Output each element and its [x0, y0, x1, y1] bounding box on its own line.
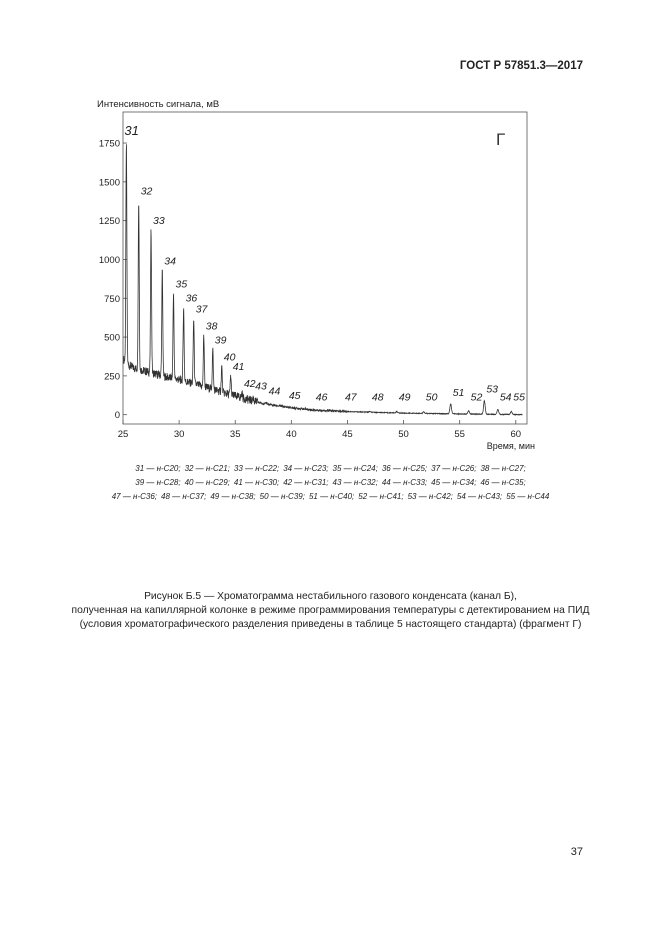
legend-item: 37 — н-С26; — [431, 464, 477, 473]
legend-item: 47 — н-С36; — [111, 492, 158, 501]
legend-item: 38 — н-С27; — [480, 464, 526, 473]
plot-frame — [123, 112, 527, 424]
y-tick-label: 1500 — [98, 177, 120, 189]
caption-line-3: (условия хроматографического разделения приведены в таблице 5 настоящего стандарта) (фрагмент Г) — [79, 619, 582, 630]
peak-label: 47 — [344, 391, 357, 404]
peak-label: 48 — [371, 391, 384, 404]
peak-label: 33 — [153, 214, 165, 227]
x-tick-label: 50 — [398, 429, 409, 440]
peak-label: 53 — [486, 383, 499, 396]
figure-caption — [40, 590, 621, 632]
legend-item: 45 — н-С34; — [431, 478, 477, 487]
legend-item: 54 — н-С43; — [456, 492, 503, 501]
y-tick-label: 0 — [114, 410, 120, 422]
peak-label: 40 — [223, 351, 236, 364]
peak-label: 54 — [499, 391, 512, 404]
peak-label: 50 — [425, 391, 438, 404]
legend-item: 49 — н-С38; — [210, 492, 256, 501]
panel-label: Г — [496, 130, 506, 149]
legend-item: 50 — н-С39; — [259, 492, 305, 501]
legend-item: 46 — н-С35; — [480, 478, 526, 487]
x-tick-label: 45 — [342, 429, 353, 440]
page-number: 37 — [570, 846, 583, 858]
peak-label: 44 — [268, 385, 281, 398]
peak-label: 37 — [195, 303, 208, 316]
peak-label: 34 — [164, 255, 176, 268]
peak-label: 36 — [185, 292, 198, 305]
legend-item: 41 — н-С30; — [233, 478, 280, 487]
legend-item: 42 — н-С31; — [283, 478, 329, 487]
y-tick-label: 1250 — [98, 216, 120, 228]
x-tick-label: 35 — [229, 429, 241, 440]
x-tick-label: 60 — [510, 429, 522, 440]
legend-item: 31 — н-С20; — [135, 464, 181, 473]
caption-line-1: Рисунок Б.5 — Хроматограмма нестабильного газового конденсата (канал Б), — [144, 591, 517, 602]
peak-label: 39 — [214, 334, 227, 347]
x-tick-label: 30 — [173, 429, 185, 440]
legend-item: 39 — н-С28; — [135, 478, 181, 487]
peak-label: 55 — [513, 391, 525, 404]
caption-line-2: полученная на капиллярной колонке в режиме программирования температуры с детектированием на ПИД — [71, 605, 590, 616]
peak-label: 35 — [175, 278, 188, 291]
legend-row — [40, 490, 621, 504]
legend-item: 40 — н-С29; — [184, 478, 230, 487]
peak-label: 52 — [470, 391, 483, 404]
y-tick-label: 500 — [104, 332, 120, 344]
peak-label: 38 — [205, 320, 218, 333]
legend-row — [40, 476, 621, 490]
peak-label: 32 — [140, 185, 153, 198]
legend-item: 36 — н-С25; — [381, 464, 428, 473]
y-tick-label: 1750 — [98, 138, 120, 150]
legend-item: 51 — н-С40; — [308, 492, 355, 501]
peak-label: 41 — [232, 360, 245, 373]
y-tick-label: 750 — [104, 293, 120, 305]
legend-item: 32 — н-С21; — [184, 464, 230, 473]
peak-label: 31 — [124, 123, 139, 139]
x-tick-label: 40 — [286, 429, 297, 440]
legend-item: 44 — н-С33; — [381, 478, 428, 487]
legend-item: 34 — н-С23; — [283, 464, 329, 473]
x-tick-label: 25 — [117, 429, 129, 440]
legend-item: 48 — н-С37; — [161, 492, 207, 501]
peak-label: 45 — [288, 389, 301, 402]
peak-label: 51 — [452, 386, 465, 399]
legend-item: 33 — н-С22; — [233, 464, 280, 473]
x-axis-label: Время, мин — [486, 441, 535, 451]
legend-item: 53 — н-С42; — [407, 492, 453, 501]
peak-label: 49 — [398, 391, 411, 404]
y-axis-label: Интенсивность сигнала, мВ — [97, 99, 220, 110]
peak-label: 42 — [243, 377, 256, 390]
legend-row — [40, 462, 621, 476]
standard-code: ГОСТ Р 57851.3—2017 — [459, 60, 583, 72]
y-tick-label: 250 — [104, 371, 120, 383]
legend-item: 35 — н-С24; — [332, 464, 378, 473]
x-tick-label: 55 — [454, 429, 465, 440]
legend-item: 43 — н-С32; — [332, 478, 378, 487]
legend-item: 55 — н-С44 — [506, 492, 550, 501]
peak-legend — [40, 462, 621, 504]
peak-label: 46 — [315, 391, 328, 404]
peak-label: 43 — [255, 380, 267, 393]
y-tick-label: 1000 — [98, 254, 120, 266]
legend-item: 52 — н-С41; — [358, 492, 404, 501]
